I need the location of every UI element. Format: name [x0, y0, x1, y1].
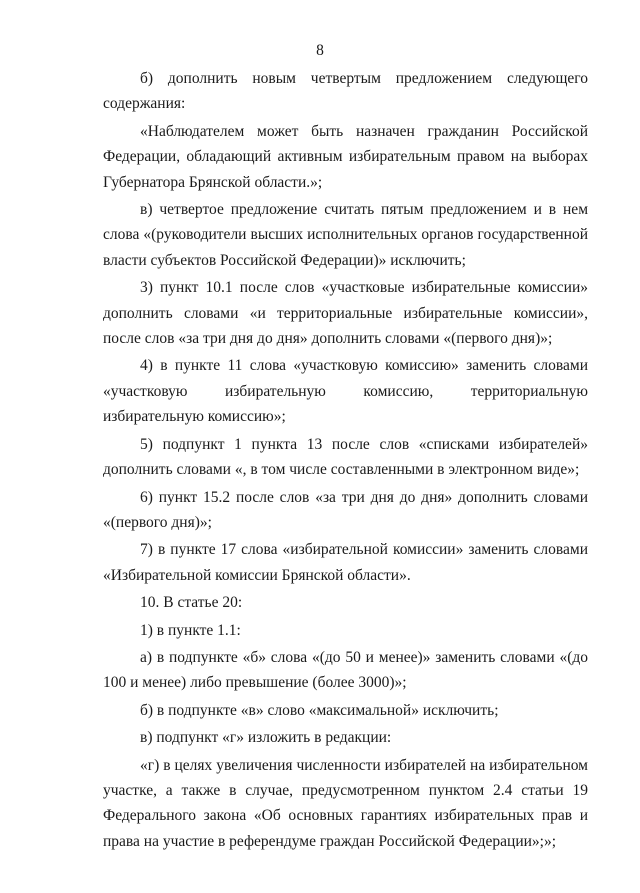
paragraph-6: 5) подпункт 1 пункта 13 после слов «списками избирателей» дополнить словами «, в том числе составленными в электронном виде»;: [103, 435, 588, 479]
paragraph-9: 10. В статье 20:: [140, 594, 243, 612]
document-body: [103, 66, 588, 854]
paragraph-1: б) дополнить новым четвертым предложением следующего содержания:: [103, 70, 588, 113]
paragraph-3: в) четвертое предложение считать пятым предложением и в нем слова «(руководители высших исполнительных органов государственной власти субъектов Российской Федерации)» исключить;: [103, 201, 588, 269]
paragraph-7: 6) пункт 15.2 после слов «за три дня до дня» дополнить словами «(первого дня)»;: [103, 488, 588, 531]
paragraph-13: в) подпункт «г» изложить в редакции:: [140, 729, 392, 747]
paragraph-5: 4) в пункте 11 слова «участковую комиссию» заменить словами «участковую избирательную комиссию, территориальную избирательную комиссию»;: [103, 357, 588, 426]
paragraph-14: «г) в целях увеличения численности избирателей на избирательном участке, а также в случае, предусмотренном пунктом 2.4 статьи 19 Федерального закона «Об основных гарантиях избирательных прав и права на участие в референдуме граждан Российской Федерации»;»;: [103, 756, 588, 850]
paragraph-4: 3) пункт 10.1 после слов «участковые избирательные комиссии» дополнить словами «и территориальные избирательные комиссии», после слов «за три дня до дня» дополнить словами «(первого дня)»;: [103, 279, 588, 348]
paragraph-11: а) в подпункте «б» слова «(до 50 и менее)» заменить словами «(до 100 и менее) либо превышение (более 3000)»;: [103, 648, 588, 692]
page-number: 8: [316, 42, 324, 59]
paragraph-10: 1) в пункте 1.1:: [140, 621, 241, 639]
paragraph-8: 7) в пункте 17 слова «избирательной комиссии» заменить словами «Избирательной комиссии Брянской области».: [103, 541, 588, 584]
paragraph-12: б) в подпункте «в» слово «максимальной» исключить;: [140, 701, 499, 719]
paragraph-2: «Наблюдателем может быть назначен гражданин Российской Федерации, обладающий активным избирательным правом на выборах Губернатора Брянской области.»;: [103, 122, 588, 191]
